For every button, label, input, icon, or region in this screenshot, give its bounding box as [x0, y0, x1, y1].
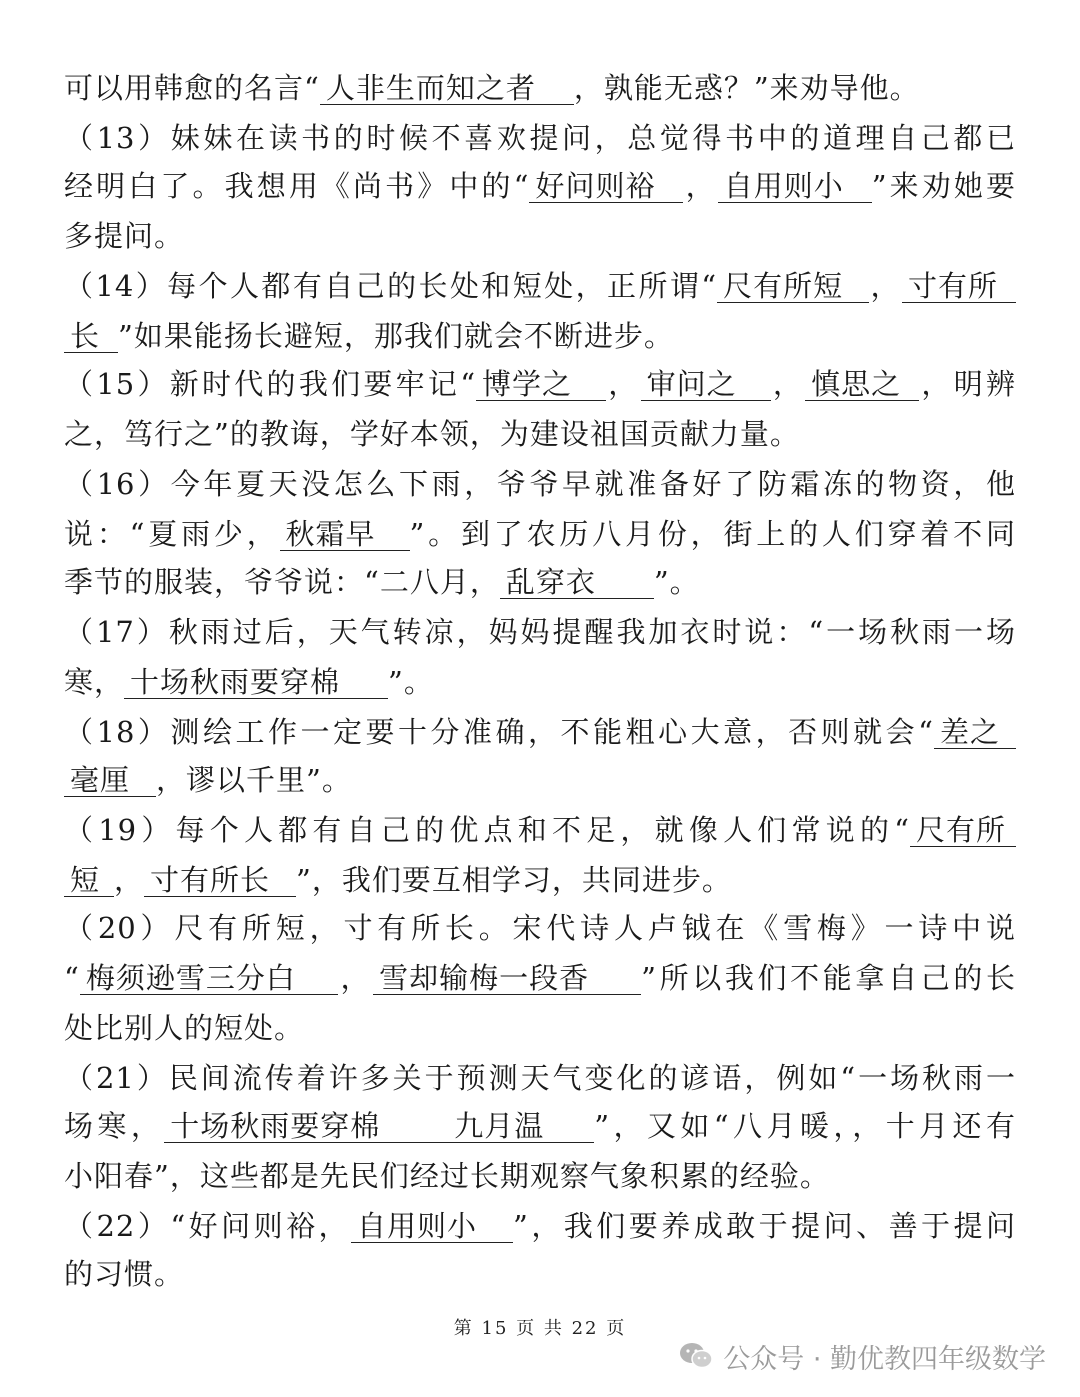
answer-blank: 毫厘 [64, 764, 156, 797]
text-line [64, 562, 700, 602]
text-segment: 寒， [64, 665, 125, 699]
answer-blank: 尺有所 [910, 814, 1016, 847]
answer-blank: 九月温 [448, 1110, 594, 1143]
text-line [64, 316, 674, 356]
text-line [64, 760, 352, 800]
text-segment: 可以用韩愈的名言“ [64, 71, 320, 105]
text-segment: ”。到了农历八月份，街上的人们穿着不同 [409, 517, 1017, 551]
text-segment: “ [64, 961, 80, 995]
text-segment: （16）今年夏天没怎么下雨，爷爷早就准备好了防霜冻的物资，他 [64, 467, 1016, 501]
text-segment: 小阳春”，这些都是先民们经过长期观察气象积累的经验。 [64, 1159, 830, 1193]
answer-blank: 好问则裕 [529, 170, 683, 203]
text-segment: ”。 [653, 565, 700, 599]
text-segment: 处比别人的短处。 [64, 1011, 305, 1045]
text-segment: 季节的服装，爷爷说：“二八月， [64, 565, 500, 599]
text-line [64, 1156, 830, 1196]
text-segment: ， [683, 169, 718, 203]
page-footer: 第 15 页 共 22 页 [453, 1318, 627, 1339]
answer-blank: 自用则小 [351, 1210, 513, 1243]
answer-blank: 慎思之 [805, 368, 919, 401]
text-segment: ， [770, 367, 806, 401]
watermark [679, 1336, 1046, 1376]
wechat-icon [679, 1342, 713, 1370]
answer-blank: 博学之 [476, 368, 606, 401]
answer-blank: 差之 [934, 716, 1016, 749]
answer-blank: 乱穿衣 [500, 566, 654, 599]
text-segment: 的习惯。 [64, 1257, 185, 1291]
answer-blank: 十场秋雨要穿棉 [124, 666, 388, 699]
text-line [64, 464, 1016, 504]
text-segment: ”，我们要养成敢于提问、善于提问 [513, 1209, 1017, 1243]
text-line [64, 216, 184, 256]
answer-blank: 自用则小 [718, 170, 872, 203]
text-segment: ， [606, 367, 641, 401]
text-segment: （17）秋雨过后，天气转凉，妈妈提醒我加衣时说：“一场秋雨一场 [64, 615, 1016, 649]
answer-blank: 寸有所 [902, 270, 1016, 303]
answer-blank: 寸有所长 [144, 864, 296, 897]
text-line [64, 712, 1016, 752]
text-segment: 说：“夏雨少， [64, 517, 280, 551]
answer-blank: 秋霜早 [280, 518, 410, 551]
text-segment: 场寒， [64, 1109, 165, 1143]
text-segment: ，十月还有 [852, 1109, 1016, 1143]
answer-blank: 审问之 [641, 368, 771, 401]
text-line [64, 958, 1016, 998]
text-line [64, 414, 800, 454]
text-line [64, 68, 920, 108]
answer-blank: 十场秋雨要穿棉 [164, 1110, 448, 1143]
text-line [64, 118, 1016, 158]
text-line [64, 1008, 304, 1048]
text-line [64, 860, 732, 900]
text-segment: （14）每个人都有自己的长处和短处，正所谓“ [64, 269, 718, 303]
text-segment: ，明辨 [919, 367, 1016, 401]
text-line [64, 810, 1016, 850]
text-segment: （19）每个人都有自己的优点和不足，就像人们常说的“ [64, 813, 910, 847]
text-segment: 之，笃行之”的教诲，学好本领，为建设祖国贡献力量。 [64, 417, 800, 451]
text-line [64, 266, 1016, 306]
answer-blank: 人非生而知之者 [320, 72, 574, 105]
text-segment: ， [114, 863, 145, 897]
text-segment: ”，又如“八月暖， [594, 1109, 853, 1143]
answer-blank: 尺有所短 [717, 270, 869, 303]
text-line [64, 166, 1016, 206]
text-segment: ，孰能无惑？”来劝导他。 [573, 71, 920, 105]
text-segment: 经明白了。我想用《尚书》中的“ [64, 169, 530, 203]
text-segment: ”来劝她要 [871, 169, 1016, 203]
text-segment: ”，我们要互相学习，共同进步。 [296, 863, 732, 897]
text-line [64, 364, 1016, 404]
text-segment: ， [337, 961, 374, 995]
text-segment: ”所以我们不能拿自己的长 [641, 961, 1016, 995]
text-segment: ”如果能扬长避短，那我们就会不断进步。 [118, 319, 674, 353]
text-segment: （15）新时代的我们要牢记“ [64, 367, 477, 401]
text-segment: （21）民间流传着许多关于预测天气变化的谚语，例如“一场秋雨一 [64, 1061, 1016, 1095]
text-line [64, 908, 1016, 948]
text-line [64, 612, 1016, 652]
text-segment: （22）“好问则裕， [64, 1209, 352, 1243]
text-segment: （18）测绘工作一定要十分准确，不能粗心大意，否则就会“ [64, 715, 934, 749]
watermark-text: 公众号 · 勤优教四年级数学 [723, 1343, 1046, 1375]
text-line [64, 1058, 1016, 1098]
text-line [64, 1106, 1016, 1146]
text-segment: ”。 [388, 665, 434, 699]
text-line [64, 662, 434, 702]
answer-blank: 梅须逊雪三分白 [80, 962, 338, 995]
answer-blank: 短 [64, 864, 114, 897]
answer-blank: 长 [64, 320, 118, 353]
text-segment: ， [869, 269, 902, 303]
text-segment: ，谬以千里”。 [156, 763, 352, 797]
text-line [64, 1206, 1016, 1246]
text-segment: （13）妹妹在读书的时候不喜欢提问，总觉得书中的道理自己都已 [64, 121, 1016, 155]
text-segment: 多提问。 [64, 219, 185, 253]
text-line [64, 1254, 184, 1294]
text-line [64, 514, 1016, 554]
text-segment: （20）尺有所短，寸有所长。宋代诗人卢钺在《雪梅》一诗中说 [64, 911, 1016, 945]
answer-blank: 雪却输梅一段香 [373, 962, 641, 995]
